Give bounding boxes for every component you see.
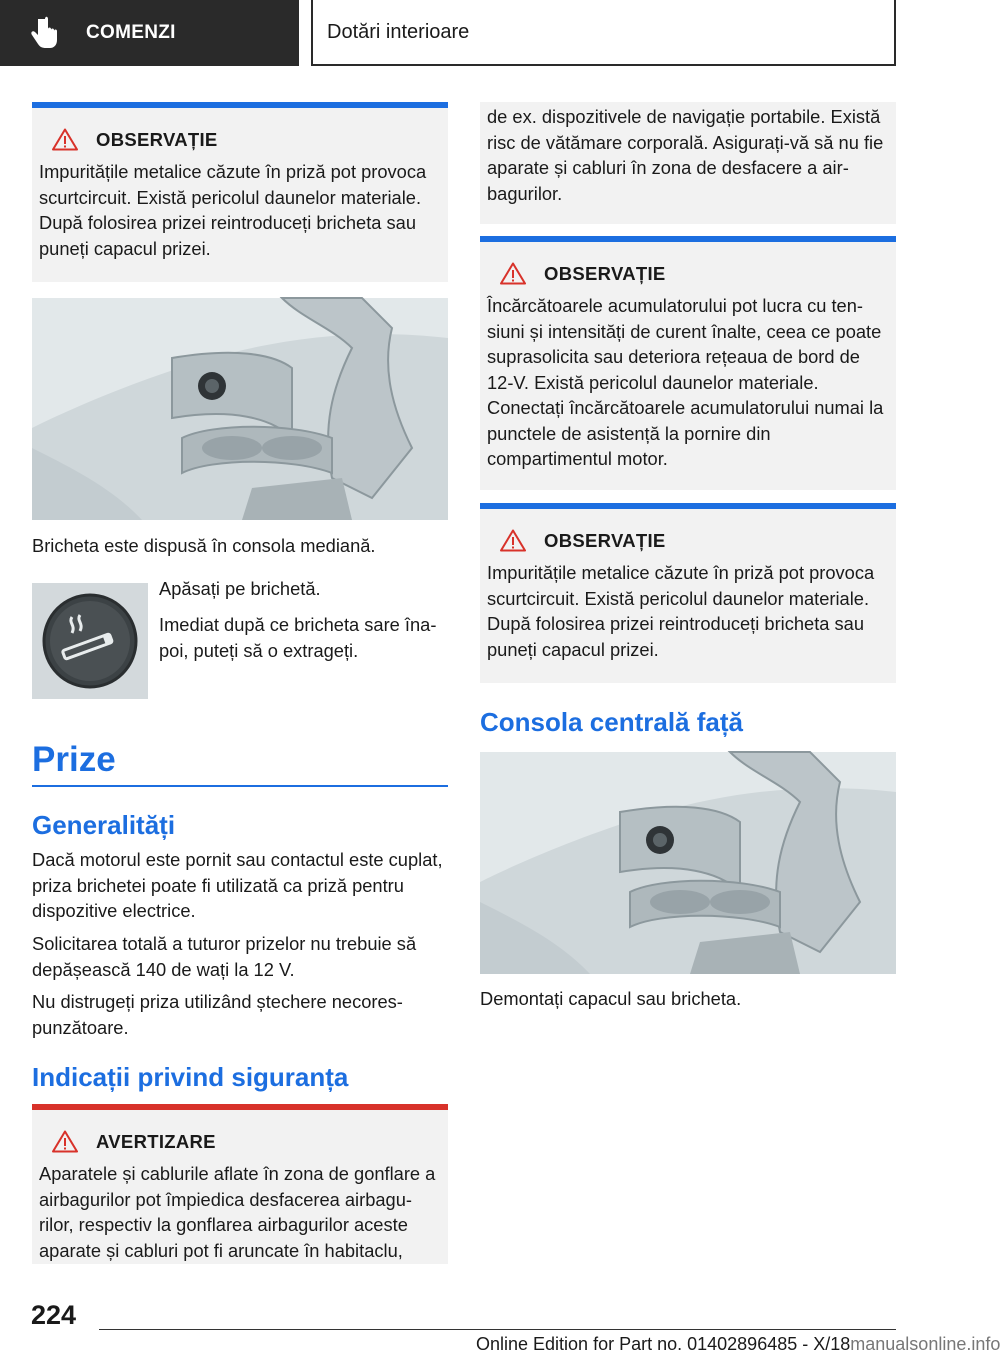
warning-triangle-icon	[52, 1130, 78, 1153]
remove-cover-text: Demontați capacul sau bricheta.	[480, 988, 742, 1009]
hand-pointer-icon	[28, 16, 62, 50]
lighter-location-text: Bricheta este dispusă în consola mediană.	[32, 535, 376, 556]
console-heading: Consola centrală față	[480, 707, 743, 737]
warning-triangle-icon	[500, 529, 526, 552]
watermark-text[interactable]: manualsonline.info	[850, 1334, 1000, 1354]
footer-edition	[476, 1334, 1000, 1355]
notice-body: Încărcătoarele acumulatorului pot lucra cu tensiuni și intensități de curent înalte, ceea ce poate suprasolicita sau deteriora rețeaua de bord de 12-V. Există pericolul daunelor materiale. Conectați încărcătoarele acumulatorului numai la punctele de asistență la pornire din compartimentul motor.	[487, 295, 884, 469]
notice-box	[480, 503, 896, 683]
console-photo	[480, 752, 896, 974]
warning-box	[32, 1104, 448, 1264]
general-text-2: Solicitarea totală a tuturor prizelor nu trebuie să depășească 140 de wați la 12 V.	[32, 933, 417, 980]
chapter-tab-label: COMENZI	[86, 22, 176, 43]
lighter-photo	[32, 583, 148, 699]
warning-continued-box	[480, 102, 896, 224]
cigarette-lighter-icon	[32, 583, 148, 699]
console-photo	[32, 298, 448, 520]
warning-body: Aparatele și cablurile aflate în zona de gonflare a airbagurilor pot împiedica desfacerea airbagurilor, respectiv la gonflarea airbagurilor aceste aparate și cabluri pot fi aruncate în habitaclu,	[39, 1163, 436, 1261]
step-extract: Imediat după ce bricheta sare înapoi, puteți să o extrageți.	[159, 614, 437, 661]
safety-heading: Indicații privind siguranța	[32, 1062, 349, 1092]
notice-box	[480, 236, 896, 490]
warning-triangle-icon	[52, 128, 78, 151]
page-number: 224	[31, 1300, 77, 1330]
heading-rule	[32, 785, 448, 787]
step-press: Apăsați pe brichetă.	[159, 578, 321, 599]
general-text-1: Dacă motorul este pornit sau contactul este cuplat, priza brichetei poate fi utilizată ca priză pentru dispozitive electrice.	[32, 849, 443, 921]
notice-box	[32, 102, 448, 282]
warning-continued-text: de ex. dispozitivele de navigație portabile. Există risc de vătămare corporală. Asigurați-vă să nu fie aparate și cabluri în zona de desfacere a airbagurilor.	[487, 106, 884, 204]
notice-title: OBSERVAȚIE	[544, 262, 666, 284]
edition-text: Online Edition for Part no. 01402896485 - X/18	[476, 1334, 851, 1354]
notice-body: Impuritățile metalice căzute în priză pot provoca scurtcircuit. Există pericolul daunelor materiale. După folosirea prizei reintroduceți bricheta sau puneți capacul prizei.	[487, 562, 875, 660]
warning-triangle-icon	[500, 262, 526, 285]
section-title: Dotări interioare	[311, 0, 896, 66]
notice-body: Impuritățile metalice căzute în priză pot provoca scurtcircuit. Există pericolul daunelor materiale. După folosirea prizei reintroduceți bricheta sau puneți capacul prizei.	[39, 161, 427, 259]
general-text-3: Nu distrugeți priza utilizând ștechere necorespunzătoare.	[32, 991, 403, 1038]
chapter-heading: Prize	[32, 740, 116, 779]
warning-title: AVERTIZARE	[96, 1130, 216, 1152]
general-heading: Generalități	[32, 810, 176, 840]
notice-title: OBSERVAȚIE	[96, 128, 218, 150]
footer-rule	[99, 1329, 896, 1330]
chapter-tab[interactable]	[0, 0, 299, 66]
notice-title: OBSERVAȚIE	[544, 529, 666, 551]
